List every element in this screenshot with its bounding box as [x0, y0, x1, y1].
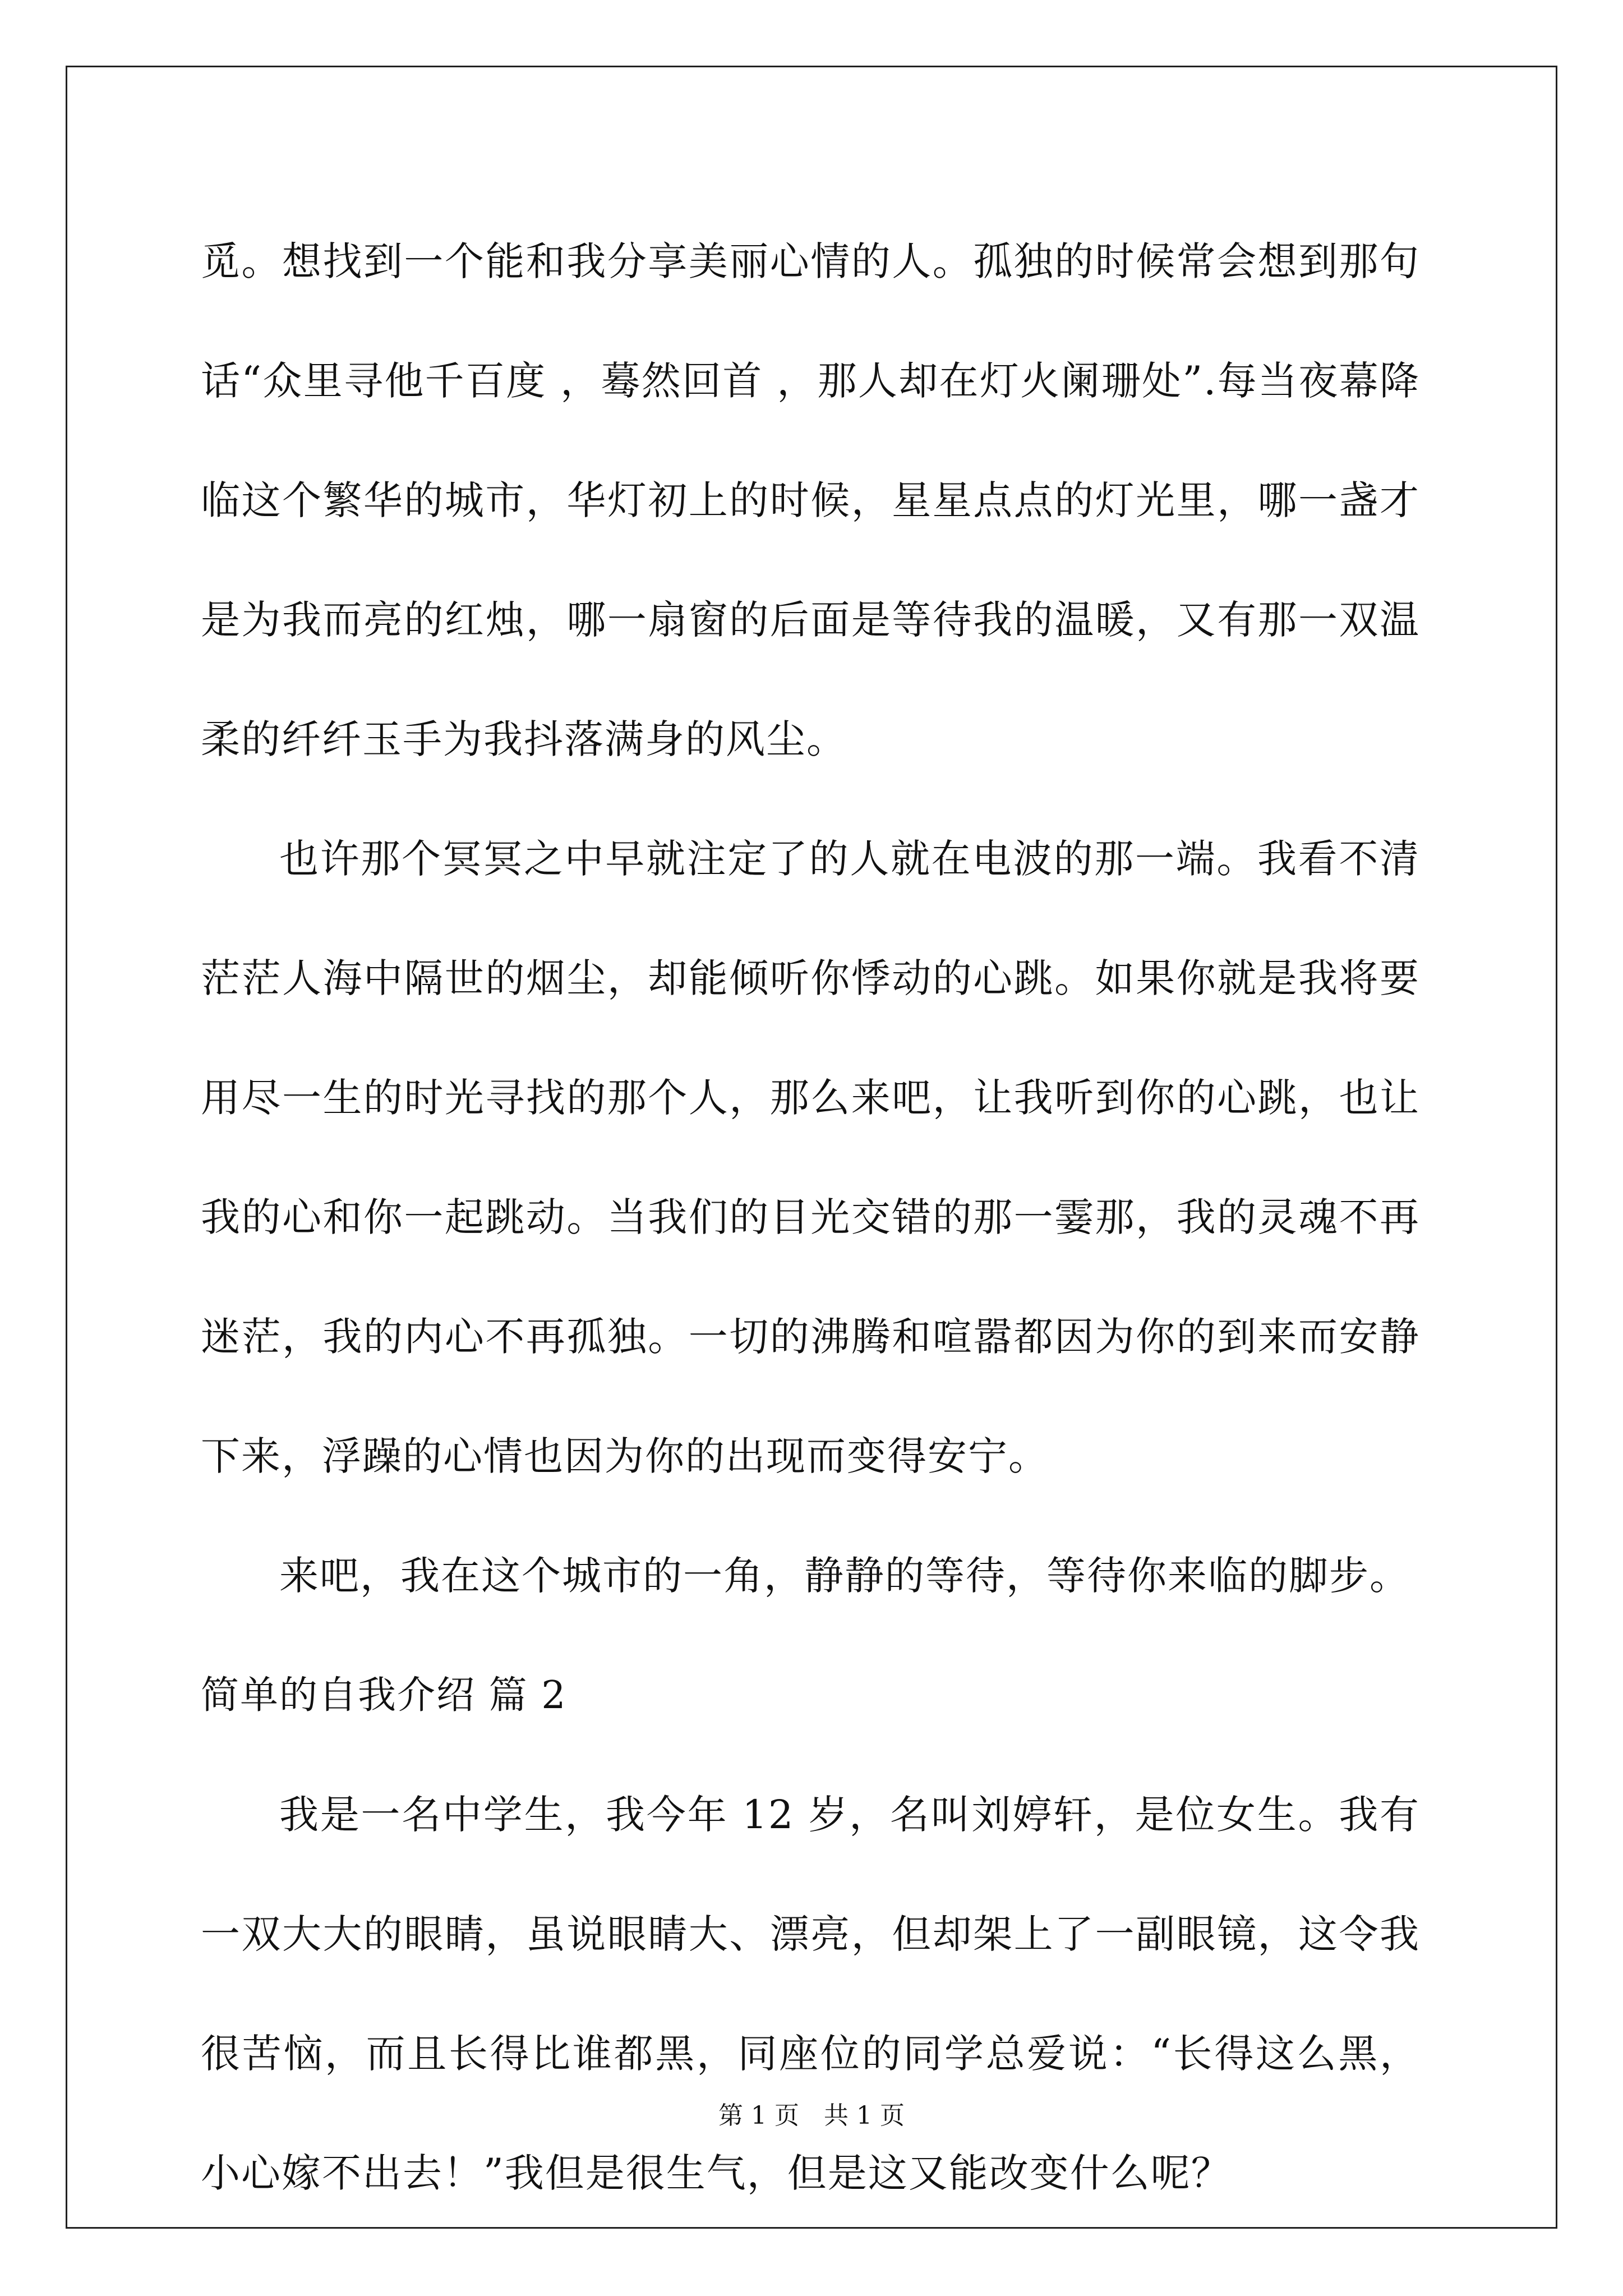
page-number: 第 1 页	[718, 2101, 799, 2130]
paragraph-1: 觅。想找到一个能和我分享美丽心情的人。孤独的时候常会想到那句话“众里寻他千百度 ，蓦然回首 ，那人却在灯火阑珊处”.每当夜幕降临这个繁华的城市，华灯初上的时候，星星点点的灯光里，哪一盏才是为我而亮的红烛，哪一扇窗的后面是等待我的温暖，又有那一双温柔的纤纤玉手为我抖落满身的风尘。	[201, 238, 1420, 762]
page-footer	[0, 2095, 1623, 2131]
paragraph-3: 来吧，我在这个城市的一角，静静的等待，等待你来临的脚步。	[279, 1553, 1410, 1599]
paragraph-4: 我是一名中学生，我今年 12 岁，名叫刘婷轩，是位女生。我有一双大大的眼睛，虽说眼睛大、漂亮，但却架上了一副眼镜，这令我很苦恼，而且长得比谁都黑，同座位的同学总爱说：“长得这么黑，小心嫁不出去！”我但是很生气，但是这又能改变什么呢？	[201, 1792, 1420, 2196]
page-total: 共 1 页	[824, 2101, 905, 2130]
paragraph-2: 也许那个冥冥之中早就注定了的人就在电波的那一端。我看不清茫茫人海中隔世的烟尘，却能倾听你悸动的心跳。如果你就是我将要用尽一生的时光寻找的那个人，那么来吧，让我听到你的心跳，也让我的心和你一起跳动。当我们的目光交错的那一霎那，我的灵魂不再迷茫，我的内心不再孤独。一切的沸腾和喧嚣都因为你的到来而安静下来，浮躁的心情也因为你的出现而变得安宁。	[201, 836, 1420, 1479]
document-body	[201, 202, 1420, 2233]
section-heading: 简单的自我介绍 篇 2	[201, 1673, 567, 1718]
